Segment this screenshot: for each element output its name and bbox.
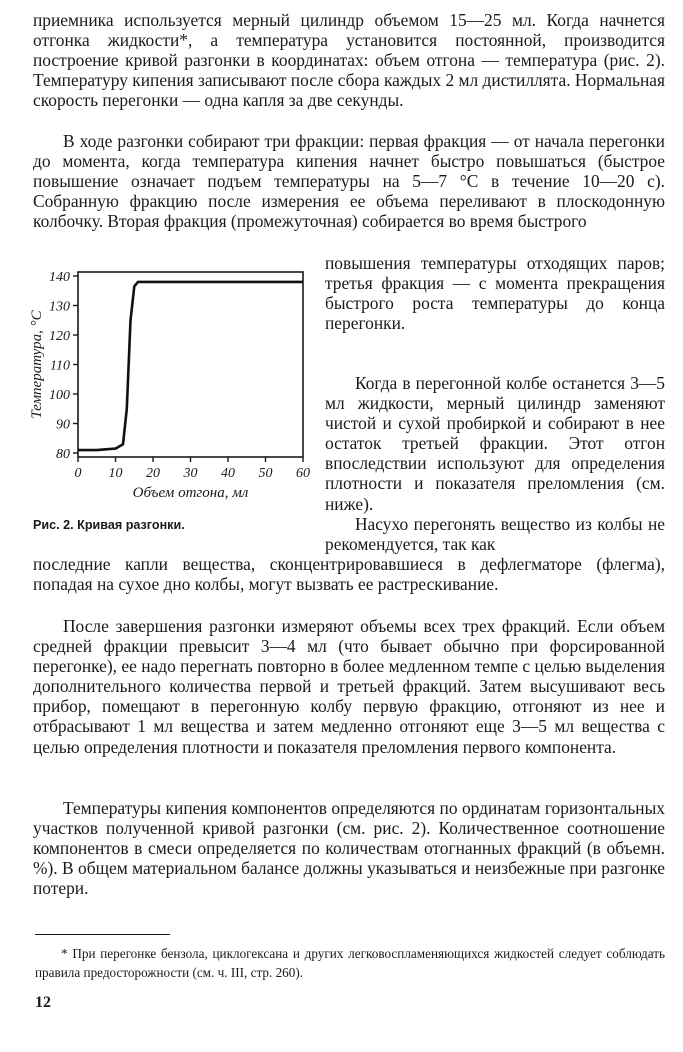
page-number: 12: [35, 994, 51, 1011]
plot-frame: [78, 272, 303, 457]
y-tick-label: 120: [49, 329, 70, 344]
x-tick-label: 50: [258, 466, 273, 481]
paragraph-4: Когда в перегонной колбе останется 3—5 мл жидкости, мерный цилиндр заменяют чистой и сухой пробиркой и собирают в нее остаток третьей фракции. Этот отгон впоследствии используют для определения плотности и показателя преломления (см. ниже).: [325, 373, 665, 514]
paragraph-2: В ходе разгонки собирают три фракции: первая фракция — от начала перегонки до момента, когда температура кипения начнет быстро повышаться (быстрое повышение означает подъем температуры на 5—7 °С в течение 10—20 с). Собранную фракцию после измерения ее объема переливают в плоскодонную колбочку. Вторая фракция (промежуточная) собирается во время быстрого: [33, 131, 665, 232]
x-tick-label: 0: [74, 466, 82, 481]
x-tick-label: 40: [221, 466, 235, 481]
paragraph-1: приемника используется мерный цилиндр объемом 15—25 мл. Когда начнется отгонка жидкости*, а температура установится постоянной, производится построение кривой разгонки в координатах: объем отгона — температура (рис. 2). Температуру кипения записывают после сбора каждых 2 мл дистиллята. Нормальная скорость перегонки — одна капля за две секунды.: [33, 10, 665, 111]
x-tick-label: 20: [146, 466, 160, 481]
paragraph-7: Температуры кипения компонентов определяются по ординатам горизонтальных участков полученной кривой разгонки (см. рис. 2). Количественное соотношение компонентов в смеси определяется по количествам отогнанных фракций (в объемн. %). В общем материальном балансе должны указываться и неизбежные при разгонке потери.: [33, 798, 665, 899]
y-tick-label: 140: [49, 270, 70, 285]
y-tick-label: 110: [50, 358, 70, 374]
y-tick-label: 130: [49, 299, 70, 315]
y-tick-label: 100: [49, 388, 70, 403]
footnote-divider: [35, 934, 170, 935]
y-axis-title: Температура, °С: [29, 310, 45, 419]
distillation-curve-line: [78, 282, 303, 450]
x-tick-label: 30: [183, 466, 198, 481]
paragraph-3: повышения температуры отходящих паров; третья фракция — с момента прекращения быстрого роста температуры до конца перегонки.: [325, 253, 665, 334]
footnote: * При перегонке бензола, циклогексана и других легковоспламеняющихся жидкостей следует соблюдать правила предосторожности (см. ч. III, стр. 260).: [35, 946, 665, 980]
x-axis-title: Объем отгона, мл: [132, 485, 249, 501]
figure-distillation-curve: [28, 262, 320, 512]
y-tick-label: 90: [56, 417, 70, 433]
x-tick-label: 10: [108, 466, 123, 481]
paragraph-5-start: Насухо перегонять вещество из колбы не рекомендуется, так как: [325, 514, 665, 555]
y-tick-label: 80: [56, 447, 70, 462]
distillation-chart: [28, 262, 320, 512]
figure-caption: Рис. 2. Кривая разгонки.: [33, 518, 185, 532]
paragraph-6: После завершения разгонки измеряют объемы всех трех фракций. Если объем средней фракции превысит 3—4 мл (что бывает обычно при форсированной перегонке), ее надо перегнать повторно в более медленном темпе с целью выделения дополнительного количества первой и третьей фракций. Затем высушивают весь прибор, помещают в перегонную колбу первую фракцию, отгоняют из нее и отбрасывают 1 мл вещества и затем медленно отгоняют еще 3—5 мл вещества с целью определения плотности и показателя преломления первого компонента.: [33, 616, 665, 757]
paragraph-5-end: последние капли вещества, сконцентрировавшиеся в дефлегматоре (флегма), попадая на сухое дно колбы, могут вызвать ее растрескивание.: [33, 554, 665, 595]
x-tick-label: 60: [296, 466, 310, 481]
